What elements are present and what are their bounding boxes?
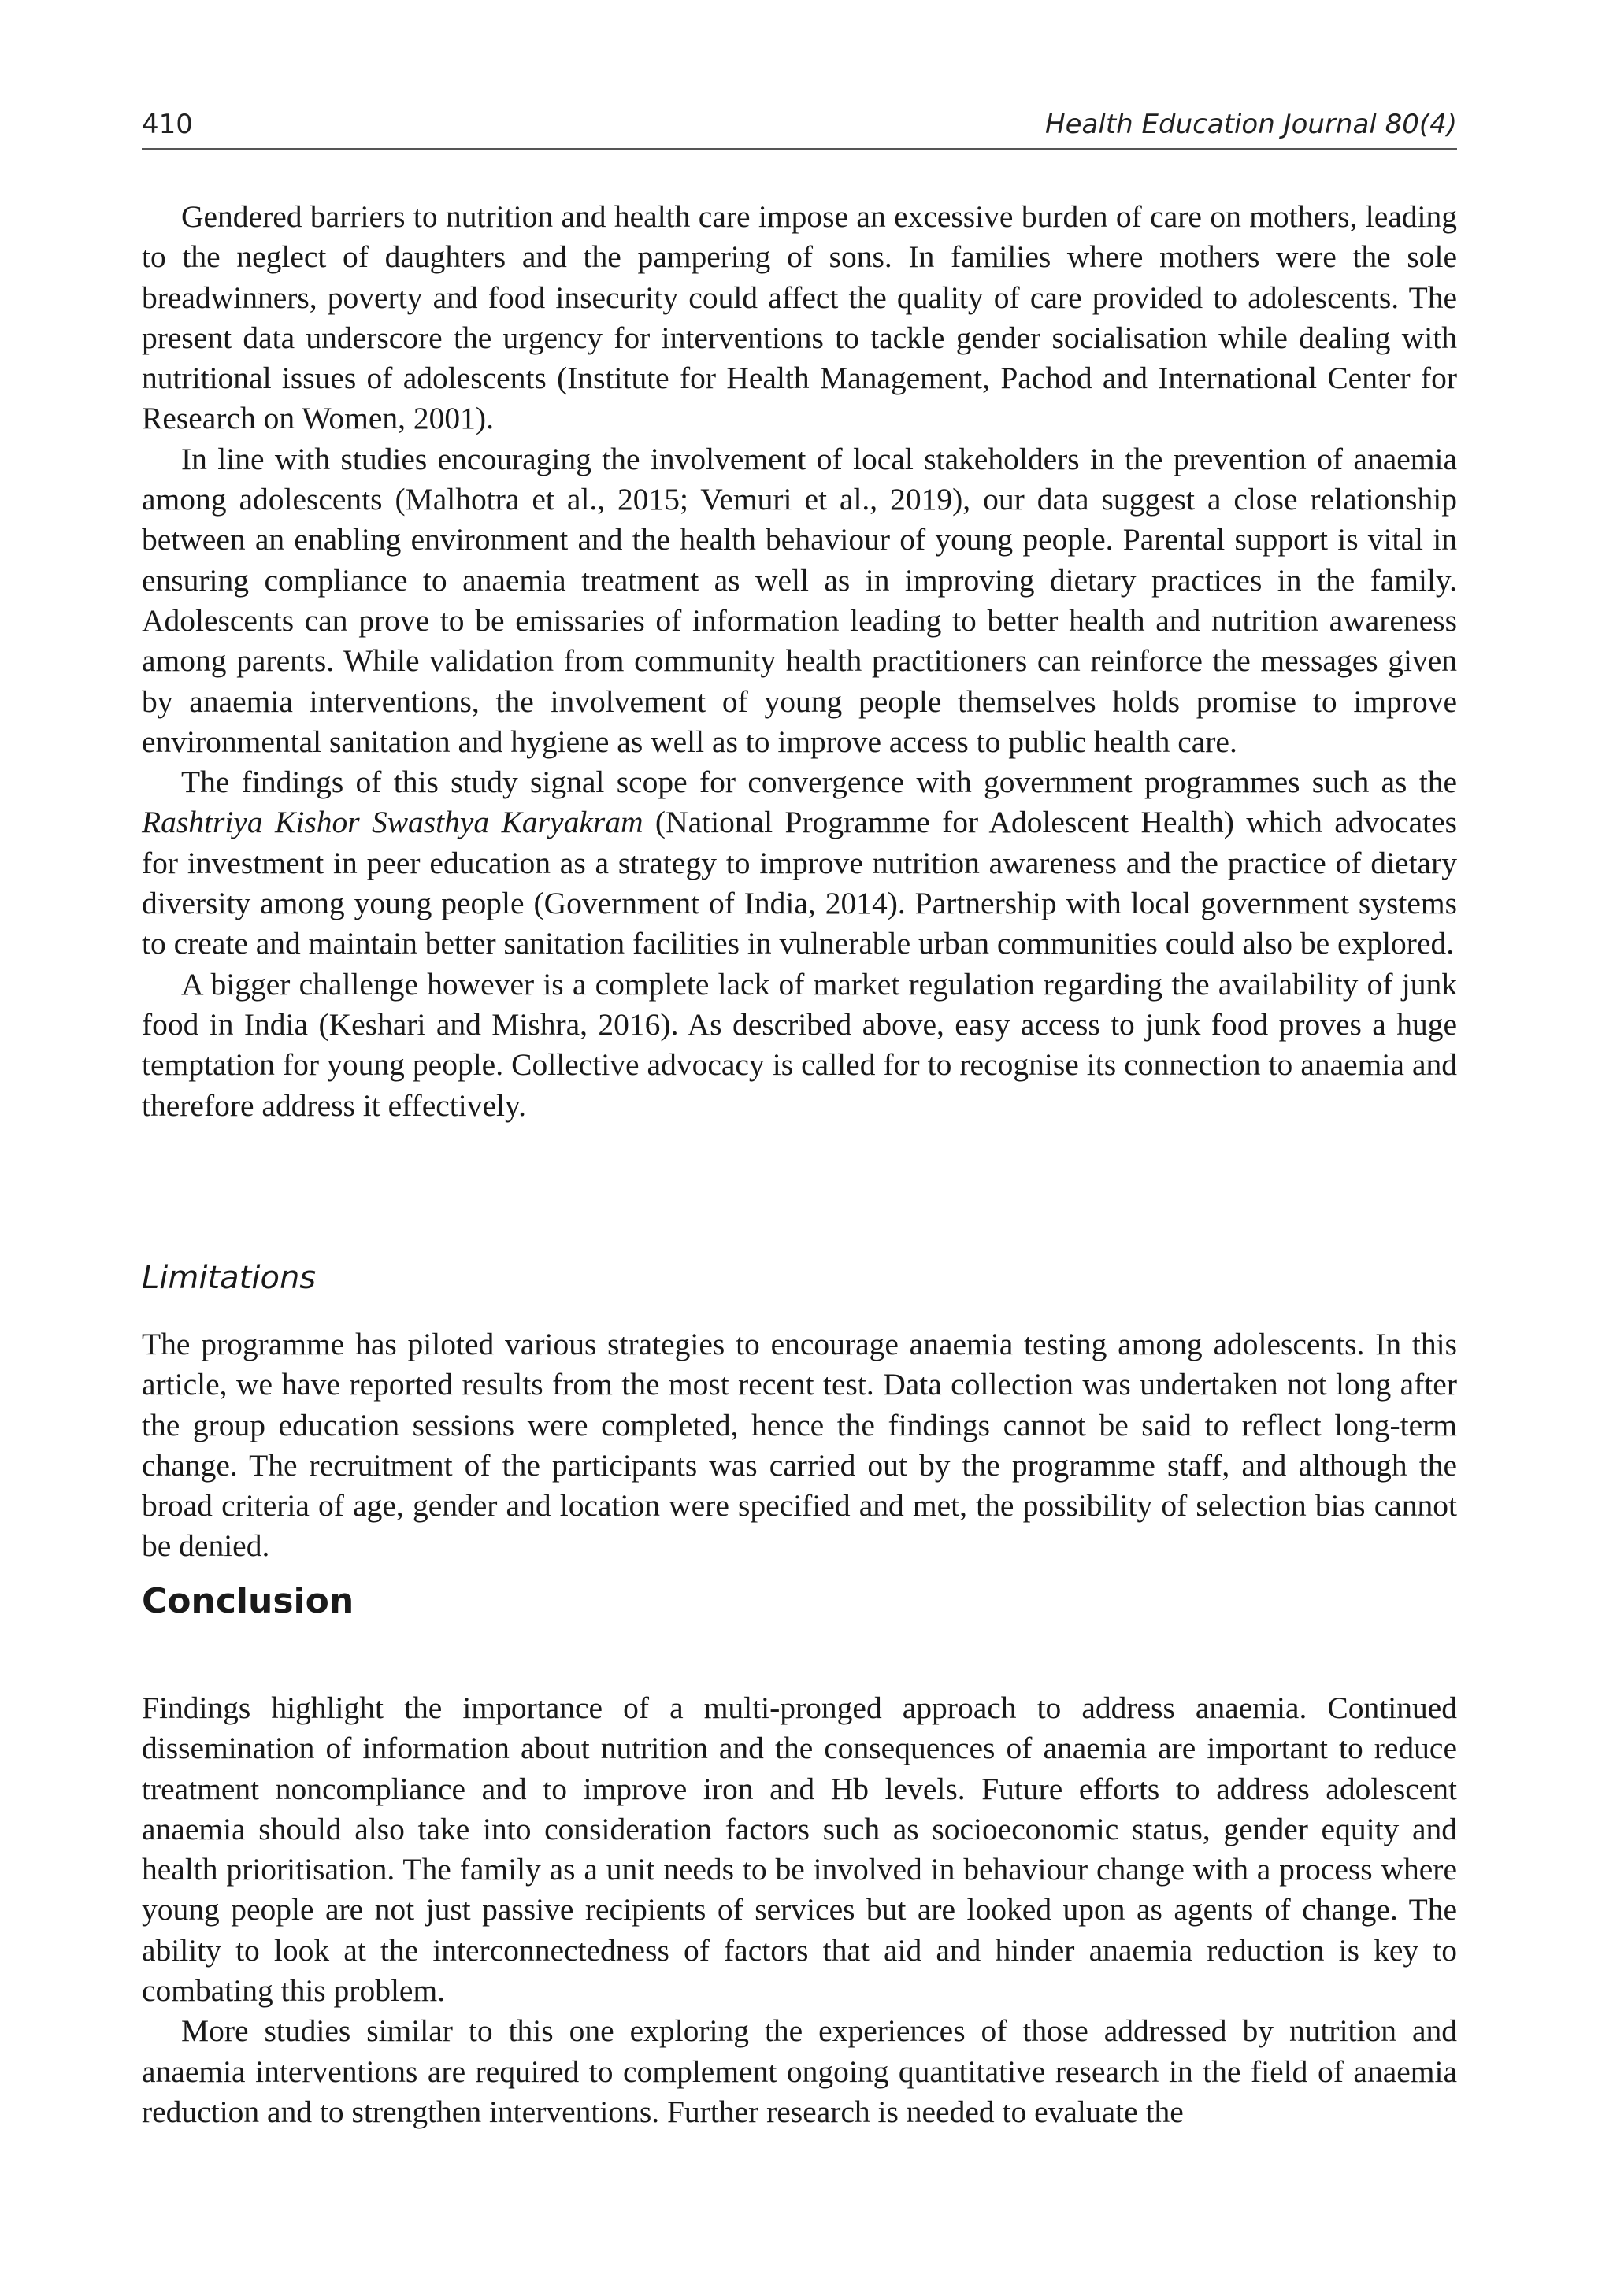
limitations-heading: Limitations [142,1260,317,1296]
paragraph: Findings highlight the importance of a multi-pronged approach to address anaemia. Continued dissemination of information about nutrition and the consequences of anaemia are important to reduce treatment noncompliance and to improve iron and Hb levels. Future efforts to address adolescent anaemia should also take into consideration factors such as socioeconomic status, gender equity and health prioritisation. The family as a unit needs to be involved in behaviour change with a process where young people are not just passive recipients of services but are looked upon as agents of change. The ability to look at the interconnectedness of factors that aid and hinder anaemia reduction is key to combating this problem. [142,1691,1457,2009]
limitations-section [142,1324,1457,1567]
paragraph [142,762,1457,964]
programme-name: Rashtriya Kishor Swasthya Karyakram [142,805,643,840]
paragraph: More studies similar to this one exploring the experiences of those addressed by nutrition and anaemia interventions are required to complement ongoing quantitative research in the field of anaemia reduction and to strengthen interventions. Further research is needed to evaluate the [142,2013,1457,2129]
conclusion-section [142,1688,1457,2132]
conclusion-heading: Conclusion [142,1581,354,1621]
paragraph-text: The findings of this study signal scope for convergence with government programmes such as the [181,765,1457,800]
paragraph: The programme has piloted various strategies to encourage anaemia testing among adolescents. In this article, we have reported results from the most recent test. Data collection was undertaken not long after the group education sessions were completed, hence the findings cannot be said to reflect long-term change. The recruitment of the participants was carried out by the programme staff, and although the broad criteria of age, gender and location were specified and met, the possibility of selection bias cannot be denied. [142,1327,1457,1564]
page-number: 410 [142,109,193,140]
journal-title: Health Education Journal 80(4) [1045,109,1457,140]
paragraph: A bigger challenge however is a complete lack of market regulation regarding the availability of junk food in India (Keshari and Mishra, 2016). As described above, easy access to junk food proves a huge temptation for young people. Collective advocacy is called for to recognise its connection to anaemia and therefore address it effectively. [142,966,1457,1123]
paragraph: In line with studies encouraging the involvement of local stakeholders in the prevention of anaemia among adolescents (Malhotra et al., 2015; Vemuri et al., 2019), our data suggest a close relationship between an enabling environment and the health behaviour of young people. Parental support is vital in ensuring compliance to anaemia treatment as well as in improving dietary practices in the family. Adolescents can prove to be emissaries of information leading to better health and nutrition awareness among parents. While validation from community health practitioners can reinforce the messages given by anaemia interventions, the involvement of young people themselves holds promise to improve environmental sanitation and hygiene as well as to improve access to public health care. [142,441,1457,759]
discussion-section [142,197,1457,1126]
paragraph-text: (National Programme for Adolescent Health) which advocates for investment in peer education as a strategy to improve nutrition awareness and the practice of dietary diversity among young people (Government of India, 2014). Partnership with local government systems to create and maintain better sanitation facilities in vulnerable urban communities could also be explored. [142,805,1457,961]
running-header [142,101,1457,150]
paragraph: Gendered barriers to nutrition and health care impose an excessive burden of care on mothers, leading to the neglect of daughters and the pampering of sons. In families where mothers were the sole breadwinners, poverty and food insecurity could affect the quality of care provided to adolescents. The present data underscore the urgency for interventions to tackle gender socialisation while dealing with nutritional issues of adolescents (Institute for Health Management, Pachod and International Center for Research on Women, 2001). [142,199,1457,436]
